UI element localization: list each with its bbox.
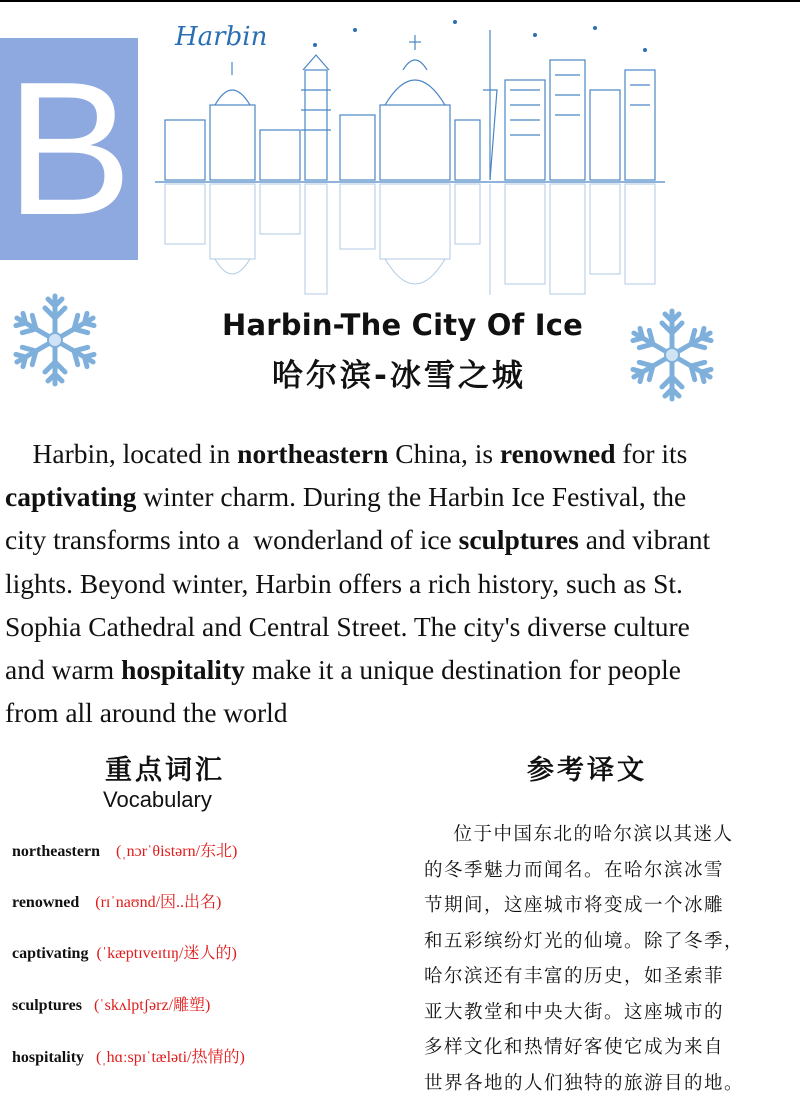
translation-line: 多样文化和热情好客使它成为来自 — [424, 1030, 794, 1066]
passage-line — [5, 432, 765, 475]
passage-line — [5, 475, 765, 518]
vocab-word: sculptures — [12, 997, 82, 1014]
translation-heading: 参考译文 — [527, 748, 647, 787]
vocab-definition: (ˌnɔrˈθistərn/东北) — [116, 843, 237, 860]
vocab-word: northeastern — [12, 843, 100, 860]
passage-paragraph — [5, 432, 765, 734]
vocab-item — [12, 889, 221, 912]
passage-text: city transforms into a wonderland of ice — [5, 524, 459, 555]
passage-text: Harbin, located in — [5, 438, 237, 469]
vocabulary-heading-chinese: 重点词汇 — [105, 748, 225, 787]
passage-line — [5, 518, 765, 561]
passage-text: make it a unique destination for people — [245, 654, 681, 685]
passage-keyword: northeastern — [237, 438, 388, 469]
passage-line — [5, 605, 765, 648]
section-letter: B — [0, 38, 138, 260]
vocab-definition: (ˈskʌlptʃərz/雕塑) — [94, 997, 210, 1014]
passage-text: from all around the world — [5, 697, 288, 728]
passage-line — [5, 691, 765, 734]
snowflake-icon — [5, 290, 105, 390]
vocab-word: hospitality — [12, 1049, 84, 1066]
vocabulary-heading: Vocabulary — [103, 787, 212, 813]
passage-text: and vibrant — [579, 524, 710, 555]
passage-keyword: sculptures — [459, 524, 579, 555]
vocab-definition: (ˌhɑːspɪˈtæləti/热情的) — [96, 1049, 245, 1066]
snowflake-icon — [622, 305, 722, 405]
passage-keyword: captivating — [5, 481, 136, 512]
vocab-item — [12, 940, 237, 963]
translation-line: 位于中国东北的哈尔滨以其迷人 — [424, 817, 794, 853]
passage-line — [5, 562, 765, 605]
passage-text: winter charm. During the Harbin Ice Festival, the — [136, 481, 686, 512]
passage-keyword: hospitality — [121, 654, 245, 685]
translation-line: 亚大教堂和中央大街。这座城市的 — [424, 995, 794, 1031]
page-title-chinese: 哈尔滨-冰雪之城 — [272, 350, 526, 395]
vocab-item — [12, 838, 237, 861]
vocab-item — [12, 1044, 245, 1067]
translation-line: 和五彩缤纷灯光的仙境。除了冬季， — [424, 924, 794, 960]
vocab-word: captivating — [12, 945, 88, 962]
vocab-definition: (rɪˈnaʊnd/因..出名) — [95, 894, 221, 911]
harbin-skyline-illustration — [155, 10, 665, 300]
passage-line — [5, 648, 765, 691]
passage-text: lights. Beyond winter, Harbin offers a rich history, such as St. — [5, 568, 683, 599]
passage-keyword: renowned — [500, 438, 616, 469]
page-title: Harbin-The City Of Ice — [222, 308, 583, 342]
translation-line: 哈尔滨还有丰富的历史，如圣索菲 — [424, 959, 794, 995]
translation-line: 世界各地的人们独特的旅游目的地。 — [424, 1066, 794, 1101]
vocab-item — [12, 992, 210, 1015]
passage-text: and warm — [5, 654, 121, 685]
top-rule — [0, 0, 800, 2]
passage-text: Sophia Cathedral and Central Street. The city's diverse culture — [5, 611, 690, 642]
translation-line: 的冬季魅力而闻名。在哈尔滨冰雪 — [424, 853, 794, 889]
passage-text: for its — [616, 438, 688, 469]
vocab-definition: (ˈkæptɪveɪtɪŋ/迷人的) — [96, 945, 236, 962]
translation-text — [424, 817, 794, 1101]
passage-text: China, is — [388, 438, 500, 469]
translation-line: 节期间，这座城市将变成一个冰雕 — [424, 888, 794, 924]
vocab-word: renowned — [12, 894, 79, 911]
skyline-city-label: Harbin — [175, 22, 267, 52]
